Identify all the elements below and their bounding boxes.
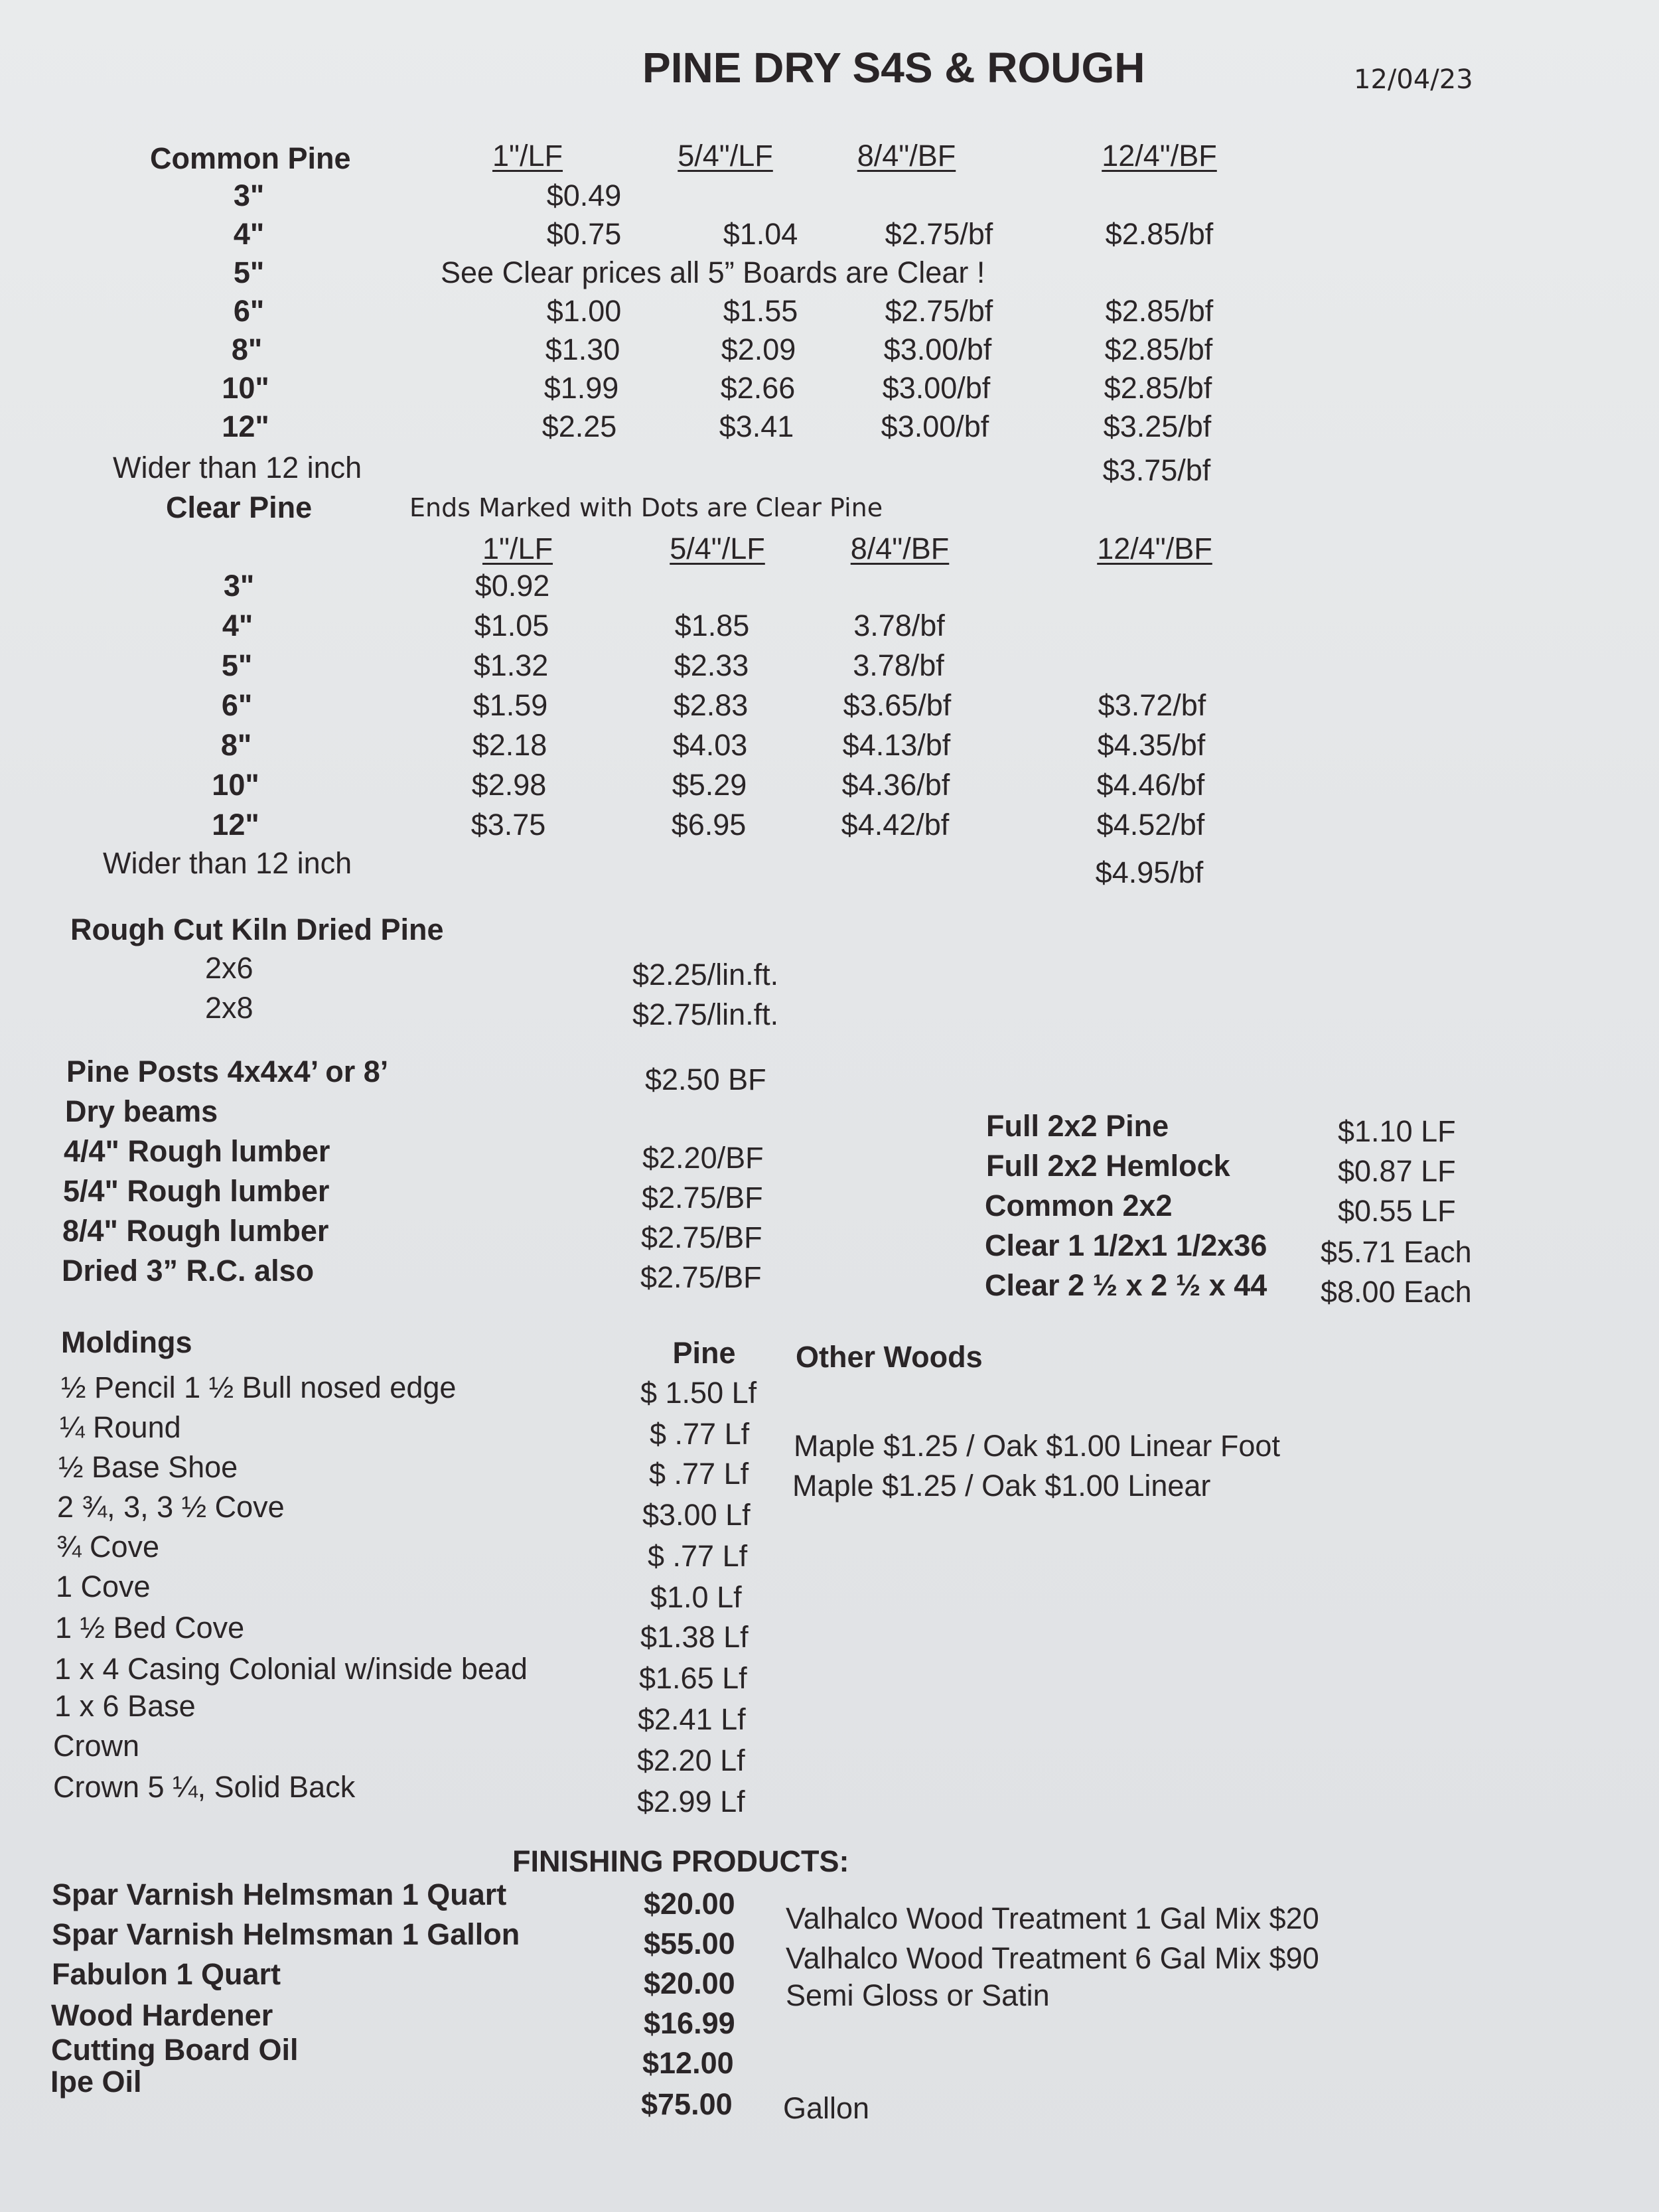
price-54lf: $2.66 [720, 371, 796, 405]
two-by-two-price-4: $5.71 Each [1321, 1235, 1472, 1269]
dry-beams-label: Dry beams [65, 1094, 218, 1128]
molding-name: Crown [53, 1729, 140, 1763]
common-row-3 [0, 181, 1659, 220]
molding-price: $2.41 Lf [638, 1702, 746, 1736]
price-1lf: $0.92 [474, 569, 550, 603]
price-54lf: $1.04 [723, 217, 798, 251]
finishing-price: $55.00 [644, 1927, 735, 1960]
price-54lf: $2.33 [674, 648, 749, 682]
two-by-two-price-3: $0.55 LF [1338, 1194, 1456, 1228]
two-by-two-price-1: $1.10 LF [1338, 1114, 1456, 1148]
common-row-4 [0, 219, 1659, 259]
clear-col-2: 5/4"/LF [670, 532, 765, 565]
molding-name: 2 ¾, 3, 3 ½ Cove [57, 1490, 285, 1524]
clear-col-3: 8/4"/BF [850, 532, 950, 565]
price-124bf: $2.85/bf [1105, 217, 1214, 251]
molding-price: $1.65 Lf [639, 1661, 747, 1695]
rough-price-2x6: $2.25/lin.ft. [632, 958, 779, 992]
price-1lf: $1.05 [474, 609, 549, 642]
finishing-title: FINISHING PRODUCTS: [512, 1844, 849, 1878]
price-84bf: $2.75/bf [885, 217, 993, 251]
price-54lf: $2.09 [721, 332, 796, 366]
row-size: 6" [233, 294, 265, 328]
rough-size-2x6: 2x6 [205, 951, 253, 985]
molding-name: 1 Cove [56, 1570, 151, 1603]
price-84bf: $4.36/bf [841, 768, 950, 802]
molding-name: ¼ Round [60, 1410, 181, 1444]
price-84bf: 3.78/bf [853, 648, 944, 682]
clear-row-12 [0, 810, 1659, 849]
price-84bf: $3.65/bf [843, 688, 952, 722]
price-1lf: $1.59 [472, 688, 548, 722]
rough-54-label: 5/4" Rough lumber [63, 1174, 330, 1208]
row-size: 8" [220, 728, 252, 762]
price-124bf: $3.25/bf [1103, 409, 1212, 443]
molding-name: Crown 5 ¼, Solid Back [53, 1770, 356, 1804]
price-1lf: $0.75 [546, 217, 622, 251]
price-54lf: $6.95 [671, 808, 747, 842]
price-1lf: $2.98 [471, 768, 547, 802]
finishing-last-price: $75.00 [641, 2087, 733, 2121]
row-size: 12" [212, 808, 259, 842]
common-row-6 [0, 296, 1659, 336]
row-size: 4" [233, 217, 265, 251]
price-124bf: $4.35/bf [1097, 728, 1206, 762]
rough-44-label: 4/4" Rough lumber [64, 1134, 330, 1168]
price-1lf: $3.75 [470, 808, 546, 842]
molding-price: $2.20 Lf [637, 1743, 745, 1777]
clear-wider-price: $4.95/bf [1095, 855, 1204, 889]
common-row-8 [0, 334, 1659, 374]
price-84bf: $3.00/bf [882, 371, 991, 405]
clear-note: See Clear prices all 5” Boards are Clear ! [441, 256, 985, 289]
common-col-1: 1"/LF [492, 139, 563, 173]
price-1lf: $2.25 [541, 409, 617, 443]
two-by-two-price-5: $8.00 Each [1321, 1275, 1472, 1309]
moldings-heading: Moldings [61, 1325, 192, 1359]
finishing-last-note: Gallon [783, 2091, 870, 2125]
row-size: 5" [221, 648, 253, 682]
price-1lf: $1.99 [543, 371, 619, 405]
price-54lf: $2.83 [673, 688, 749, 722]
molding-price: $ .77 Lf [649, 1457, 749, 1491]
common-col-3: 8/4"/BF [857, 139, 956, 173]
molding-price: $1.38 Lf [640, 1620, 749, 1654]
molding-price: $ 1.50 Lf [640, 1376, 757, 1410]
rough-44-price: $2.20/BF [642, 1141, 764, 1175]
finishing-name: Cutting Board Oil [51, 2033, 299, 2067]
row-size: 8" [231, 332, 263, 366]
price-54lf: $1.55 [723, 294, 798, 328]
posts-price: $2.50 BF [645, 1063, 766, 1096]
clear-row-3 [0, 571, 1659, 611]
price-84bf: $3.00/bf [881, 409, 989, 443]
page-title: PINE DRY S4S & ROUGH [642, 44, 1145, 92]
price-124bf: $4.52/bf [1096, 808, 1205, 842]
molding-name: 1 x 4 Casing Colonial w/inside bead [54, 1652, 528, 1686]
clear-row-6 [0, 690, 1659, 730]
common-row-10 [0, 373, 1659, 413]
posts-label: Pine Posts 4x4x4’ or 8’ [66, 1055, 389, 1088]
price-124bf: $2.85/bf [1105, 294, 1214, 328]
price-84bf: 3.78/bf [853, 609, 945, 642]
molding-name: ½ Base Shoe [58, 1450, 238, 1484]
molding-price: $2.99 Lf [637, 1785, 745, 1818]
moldings-pine-header: Pine [672, 1336, 736, 1370]
price-124bf: $2.85/bf [1104, 371, 1212, 405]
row-size: 3" [223, 569, 255, 603]
molding-name: ¾ Cove [56, 1530, 160, 1564]
finishing-note: Valhalco Wood Treatment 6 Gal Mix $90 [786, 1941, 1319, 1975]
other-woods-line-2: Maple $1.25 / Oak $1.00 Linear [792, 1469, 1211, 1503]
price-1lf: $0.49 [546, 179, 622, 212]
molding-name: 1 x 6 Base [54, 1689, 196, 1723]
molding-price: $3.00 Lf [642, 1498, 751, 1532]
price-84bf: $2.75/bf [885, 294, 993, 328]
two-by-two-label-5: Clear 2 ½ x 2 ½ x 44 [985, 1268, 1267, 1302]
finishing-price: $12.00 [642, 2046, 734, 2080]
common-row-5 [0, 258, 1659, 297]
clear-col-1: 1"/LF [482, 532, 553, 565]
common-wider-label: Wider than 12 inch [113, 451, 362, 484]
row-size: 10" [212, 768, 259, 802]
finishing-name: Spar Varnish Helmsman 1 Gallon [52, 1917, 520, 1951]
clear-pine-heading: Clear Pine [166, 490, 313, 524]
price-84bf: $4.13/bf [842, 728, 951, 762]
price-54lf: $1.85 [674, 609, 750, 642]
finishing-name: Spar Varnish Helmsman 1 Quart [52, 1878, 507, 1911]
two-by-two-label-2: Full 2x2 Hemlock [986, 1149, 1230, 1183]
clear-pine-note: Ends Marked with Dots are Clear Pine [409, 493, 883, 522]
finishing-name: Ipe Oil [50, 2065, 142, 2099]
price-124bf: $3.72/bf [1098, 688, 1206, 722]
finishing-name: Fabulon 1 Quart [52, 1957, 281, 1991]
price-84bf: $4.42/bf [841, 808, 950, 842]
clear-wider-label: Wider than 12 inch [103, 846, 352, 880]
molding-name: ½ Pencil 1 ½ Bull nosed edge [61, 1370, 457, 1404]
dried-rc-price: $2.75/BF [640, 1260, 762, 1294]
molding-price: $ .77 Lf [650, 1417, 750, 1451]
row-size: 6" [221, 688, 253, 722]
common-wider-price: $3.75/bf [1102, 453, 1211, 487]
price-54lf: $3.41 [719, 409, 794, 443]
dried-rc-label: Dried 3” R.C. also [62, 1254, 315, 1288]
common-col-2: 5/4"/LF [678, 139, 773, 173]
row-size: 4" [222, 609, 253, 642]
molding-price: $1.0 Lf [650, 1580, 742, 1614]
finishing-note: Semi Gloss or Satin [786, 1978, 1050, 2012]
price-1lf: $1.00 [546, 294, 622, 328]
common-pine-heading: Common Pine [150, 141, 351, 175]
row-size: 12" [222, 409, 269, 443]
price-124bf: $4.46/bf [1096, 768, 1205, 802]
price-124bf: $2.85/bf [1104, 332, 1213, 366]
finishing-note: Valhalco Wood Treatment 1 Gal Mix $20 [786, 1901, 1319, 1935]
price-1lf: $1.32 [473, 648, 549, 682]
two-by-two-label-3: Common 2x2 [985, 1189, 1173, 1222]
molding-price: $ .77 Lf [648, 1539, 748, 1573]
common-row-12 [0, 411, 1659, 451]
rough-54-price: $2.75/BF [642, 1181, 763, 1215]
rough-cut-heading: Rough Cut Kiln Dried Pine [70, 913, 444, 946]
price-54lf: $5.29 [672, 768, 747, 802]
two-by-two-label-4: Clear 1 1/2x1 1/2x36 [985, 1228, 1267, 1262]
price-54lf: $4.03 [672, 728, 748, 762]
price-1lf: $2.18 [472, 728, 547, 762]
common-col-4: 12/4"/BF [1102, 139, 1217, 173]
finishing-price: $20.00 [644, 1966, 735, 2000]
clear-col-4: 12/4"/BF [1097, 532, 1212, 565]
rough-size-2x8: 2x8 [205, 991, 253, 1025]
molding-name: 1 ½ Bed Cove [55, 1611, 245, 1645]
clear-row-8 [0, 730, 1659, 770]
finishing-name: Wood Hardener [51, 1998, 273, 2032]
row-size: 10" [222, 371, 269, 405]
page-date: 12/04/23 [1354, 64, 1473, 95]
other-woods-line-1: Maple $1.25 / Oak $1.00 Linear Foot [794, 1429, 1280, 1463]
rough-price-2x8: $2.75/lin.ft. [632, 997, 779, 1031]
row-size: 5" [233, 256, 265, 289]
other-woods-heading: Other Woods [796, 1340, 983, 1374]
two-by-two-label-1: Full 2x2 Pine [986, 1109, 1169, 1143]
clear-row-5 [0, 650, 1659, 690]
price-1lf: $1.30 [545, 332, 620, 366]
clear-row-10 [0, 770, 1659, 810]
price-84bf: $3.00/bf [883, 332, 992, 366]
rough-84-price: $2.75/BF [641, 1220, 762, 1254]
rough-84-label: 8/4" Rough lumber [62, 1214, 329, 1248]
finishing-price: $20.00 [644, 1887, 735, 1921]
finishing-price: $16.99 [644, 2006, 735, 2040]
row-size: 3" [233, 179, 265, 212]
two-by-two-price-2: $0.87 LF [1338, 1154, 1456, 1188]
clear-row-4 [0, 611, 1659, 650]
